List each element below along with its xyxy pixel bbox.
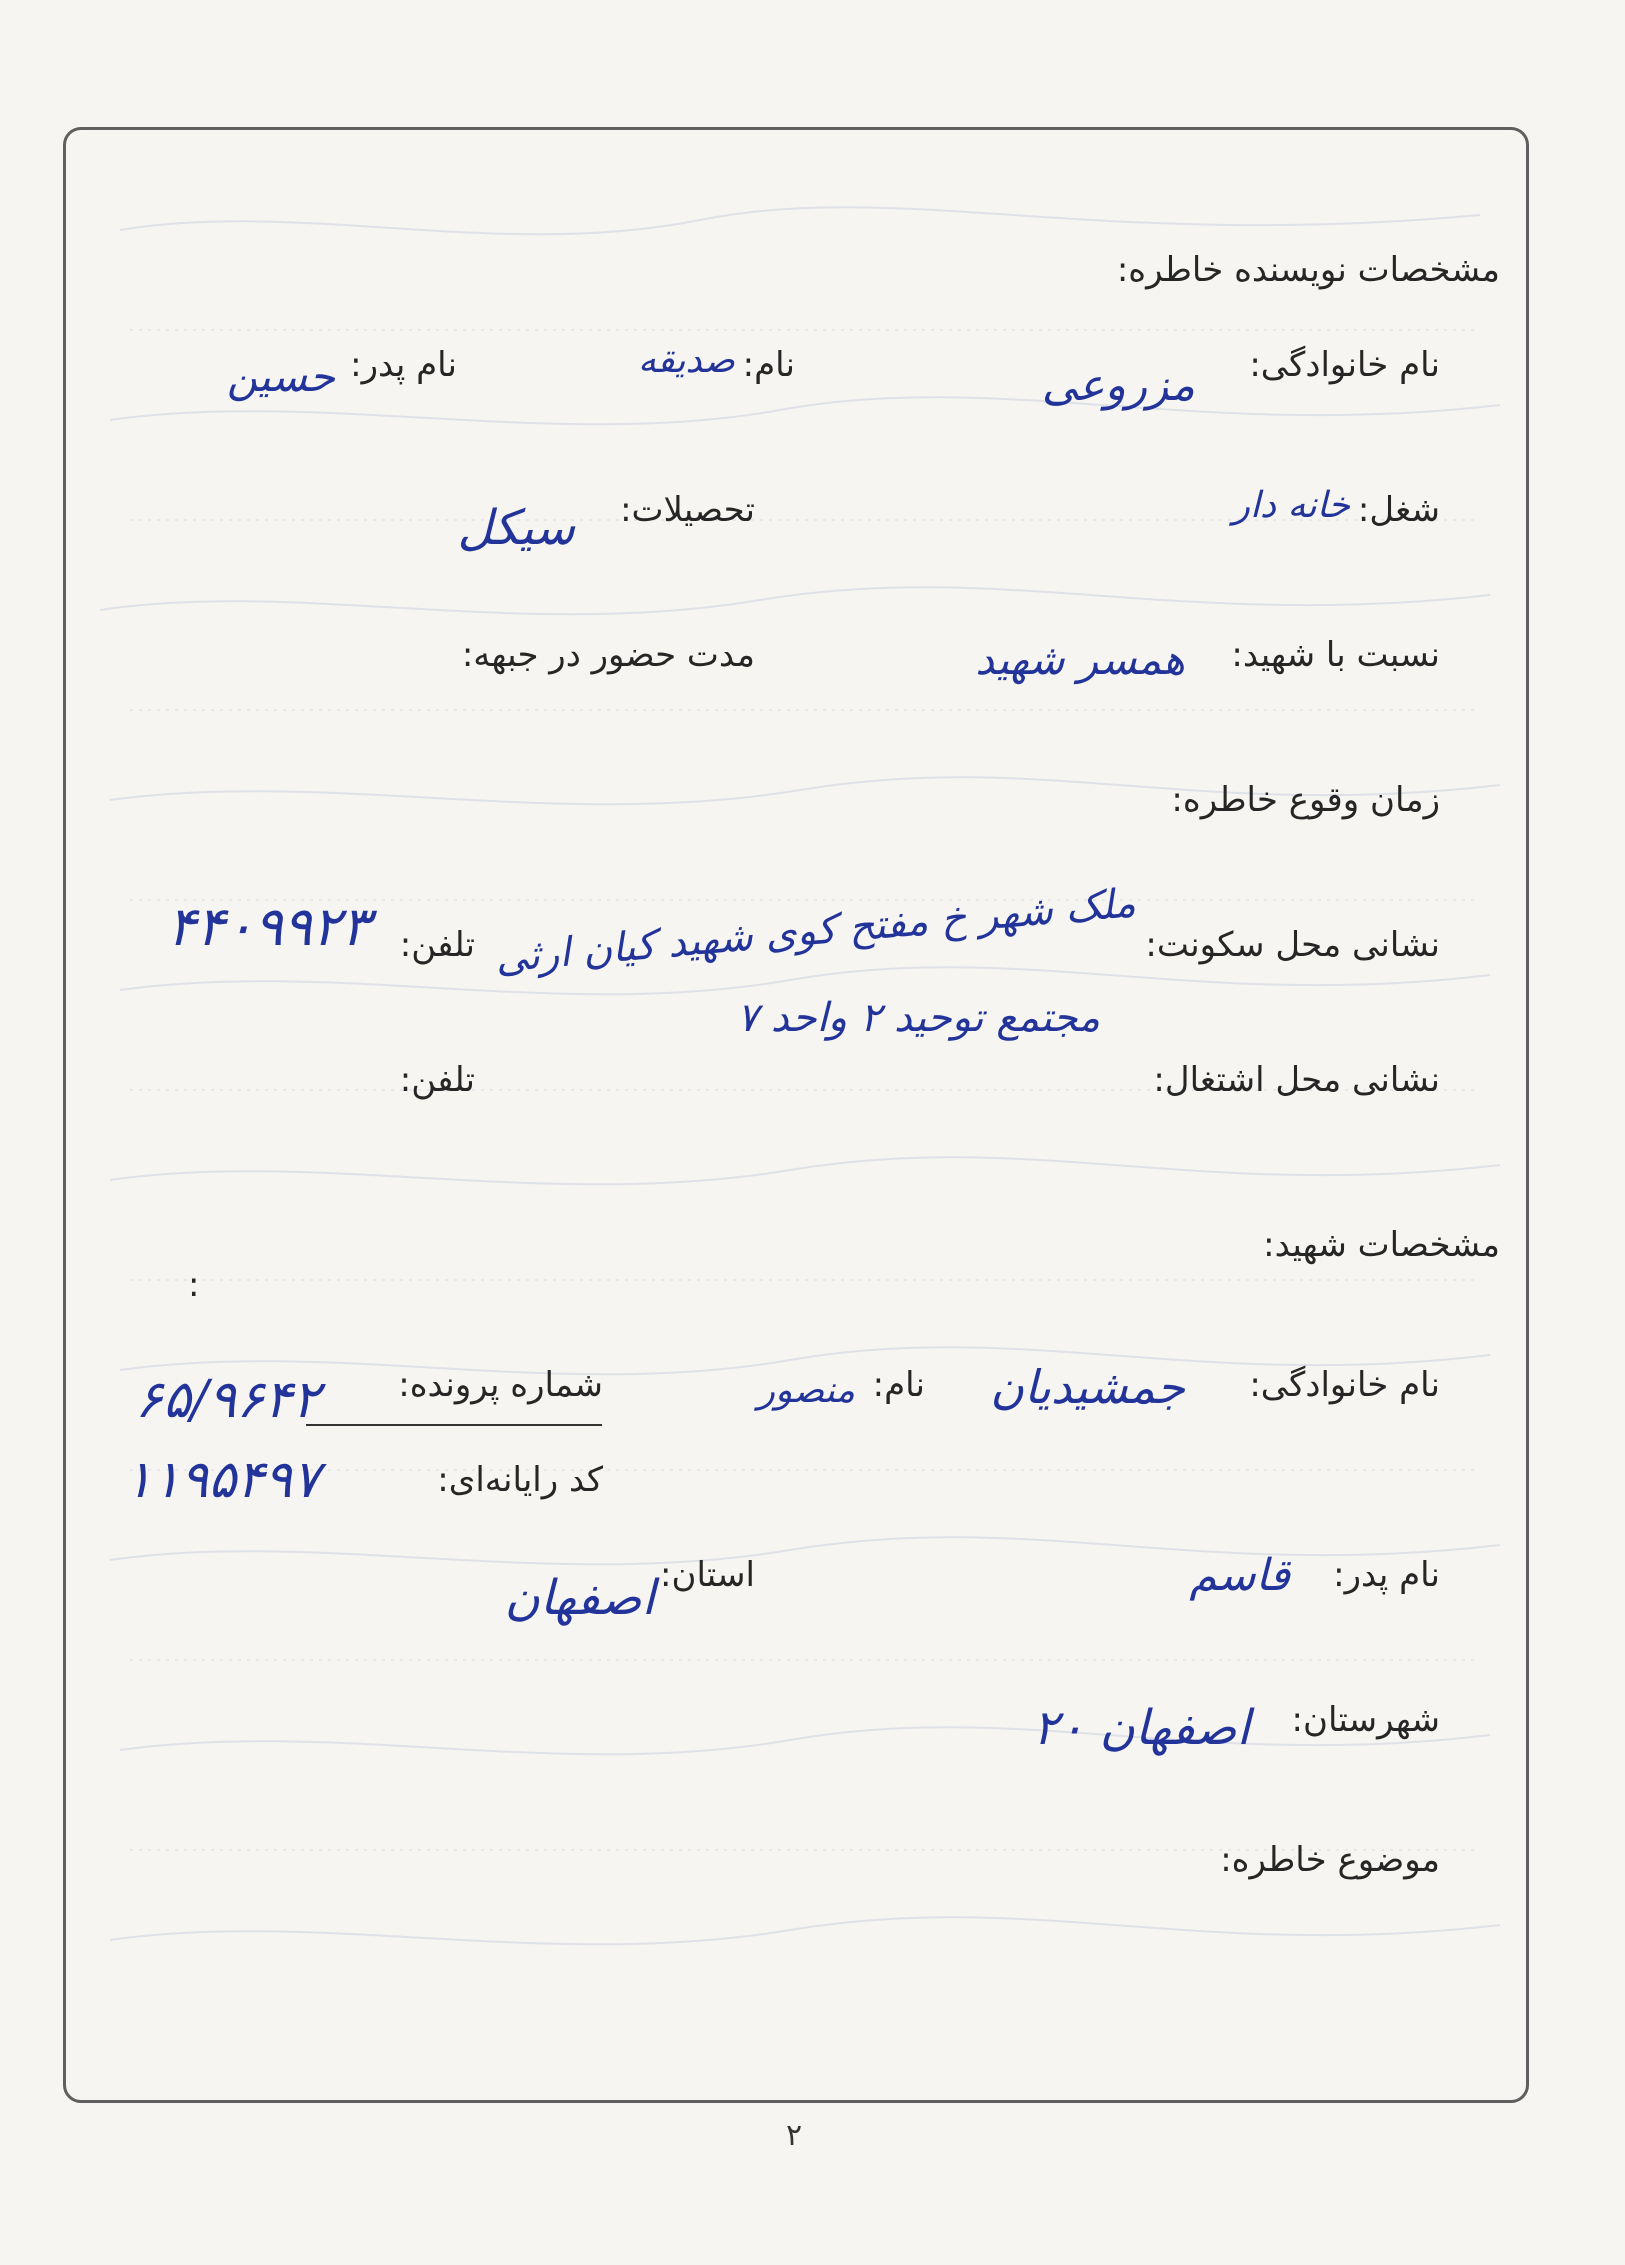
martyr-family-value: جمشیدیان: [990, 1360, 1185, 1414]
martyr-name-value: منصور: [757, 1370, 855, 1411]
author-job-label: شغل:: [1357, 490, 1440, 530]
work-address-label: نشانی محل اشتغال:: [1153, 1060, 1440, 1100]
computer-code-value: ۱۱۹۵۴۹۷: [124, 1450, 320, 1510]
file-number-label: شماره پرونده:: [398, 1365, 603, 1405]
home-phone-value: ۴۴۰۹۹۲۳: [166, 895, 370, 958]
province-value: اصفهان: [504, 1570, 655, 1626]
stray-colon: :: [188, 1265, 200, 1305]
work-phone-label: تلفن:: [399, 1060, 475, 1100]
computer-code-label: کد رایانه‌ای:: [437, 1460, 603, 1500]
martyr-father-label: نام پدر:: [1333, 1555, 1440, 1595]
file-number-underline: [306, 1424, 602, 1426]
home-phone-label: تلفن:: [399, 925, 475, 965]
author-relation-value: همسر شهید: [975, 635, 1185, 684]
author-name-value: صدیقه: [638, 340, 735, 381]
author-job-value: خانه دار: [1232, 485, 1350, 526]
martyr-father-value: قاسم: [1189, 1550, 1290, 1601]
form-frame: [63, 127, 1529, 2103]
home-address-value-line-2: مجتمع توحید ۲ واحد ۷: [736, 995, 1100, 1041]
file-number-value: ۶۵/۹۶۴۲: [134, 1370, 320, 1430]
martyr-family-label: نام خانوادگی:: [1249, 1365, 1440, 1405]
author-family-value: مزروعی: [1041, 360, 1195, 411]
martyr-section-header: مشخصات شهید:: [1263, 1225, 1500, 1265]
martyr-name-label: نام:: [872, 1365, 925, 1405]
home-address-label: نشانی محل سکونت:: [1145, 925, 1440, 965]
province-label: استان:: [660, 1555, 755, 1595]
author-education-value: سیکل: [457, 500, 575, 556]
author-education-label: تحصیلات:: [620, 490, 755, 530]
author-name-label: نام:: [742, 345, 795, 385]
home-address-value: ملک شهر خ مفتح کوی شهید کیان ارثی: [492, 880, 1138, 982]
memory-topic-label: موضوع خاطره:: [1220, 1840, 1440, 1880]
author-father-value: حسین: [226, 352, 335, 401]
author-section-header: مشخصات نویسنده خاطره:: [1116, 250, 1500, 290]
author-relation-label: نسبت با شهید:: [1231, 635, 1440, 675]
author-duration-label: مدت حضور در جبهه:: [461, 635, 755, 675]
author-family-label: نام خانوادگی:: [1249, 345, 1440, 385]
author-father-label: نام پدر:: [350, 345, 457, 385]
county-label: شهرستان:: [1291, 1700, 1440, 1740]
memory-time-label: زمان وقوع خاطره:: [1171, 780, 1440, 820]
county-value: اصفهان ۲۰: [1032, 1700, 1250, 1756]
page-number: ۲: [786, 2118, 803, 2153]
